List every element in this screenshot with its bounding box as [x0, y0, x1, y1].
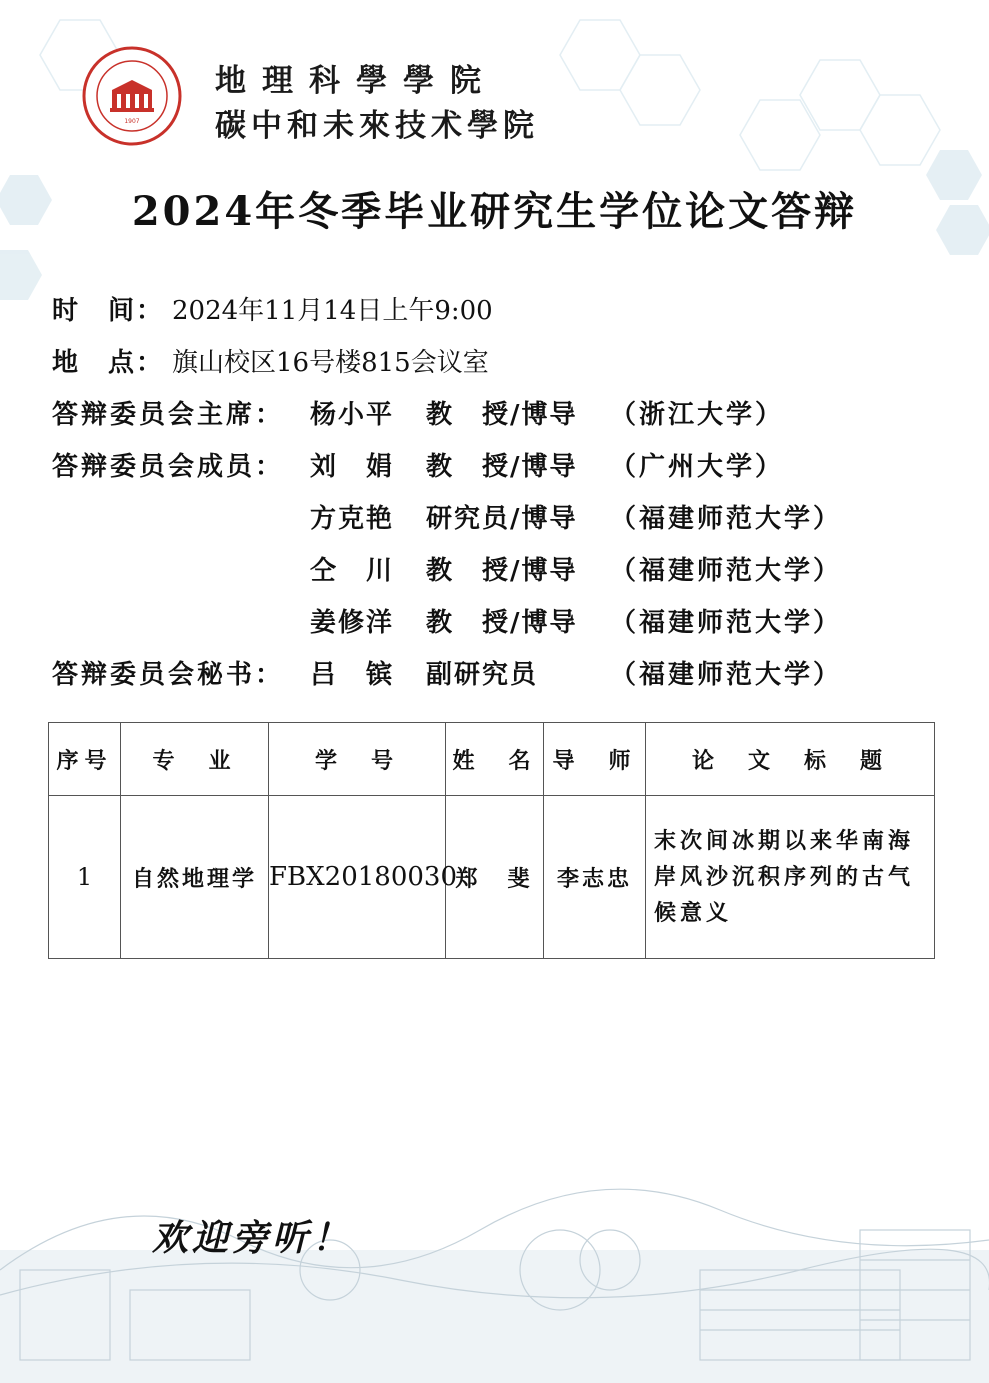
page-title: 2024年冬季毕业研究生学位论文答辩: [131, 188, 858, 235]
member-name: 姜修洋: [310, 608, 395, 638]
members-label: 答辩委员会成员：: [52, 452, 285, 482]
place-label: 地 点：: [52, 347, 165, 378]
table-header-row: [49, 723, 935, 796]
row-major: 自然地理学: [121, 796, 269, 959]
place-row: [52, 340, 489, 380]
member-title: 研究员/博导: [426, 504, 578, 534]
member-name: 刘 娟: [310, 452, 395, 482]
column-header-no: 序号: [49, 723, 121, 796]
column-header-thesis: 论 文 标 题: [646, 723, 935, 796]
secretary-name: 吕 镔: [310, 660, 395, 690]
chair-name: 杨小平: [310, 400, 395, 430]
row-student-id: FBX20180030: [269, 796, 446, 959]
secretary-title: 副研究员: [426, 660, 539, 690]
member-org: （福建师范大学）: [610, 504, 843, 534]
svg-text:1907: 1907: [124, 118, 140, 125]
row-number: 1: [49, 796, 121, 959]
member-org: （福建师范大学）: [610, 608, 843, 638]
row-thesis-title: 末次间冰期以来华南海岸风沙沉积序列的古气候意义: [646, 796, 935, 959]
secretary-org: （福建师范大学）: [610, 660, 843, 690]
member-name: 仝 川: [310, 556, 395, 586]
table-row: [49, 796, 935, 959]
column-header-advisor: 导 师: [544, 723, 646, 796]
column-header-major: 专 业: [121, 723, 269, 796]
campus-sketch-illustration: [0, 1120, 989, 1383]
member-title: 教 授/博导: [426, 608, 578, 638]
time-row: [52, 288, 493, 328]
column-header-student-id: 学 号: [269, 723, 446, 796]
member-title: 教 授/博导: [426, 556, 578, 586]
welcome-text: 欢迎旁听！: [152, 1217, 353, 1259]
column-header-name: 姓 名: [446, 723, 544, 796]
time-label: 时 间：: [52, 295, 165, 326]
defense-schedule-table: [48, 722, 935, 959]
university-seal-logo: [82, 46, 182, 146]
secretary-label: 答辩委员会秘书：: [52, 660, 285, 690]
chair-org: （浙江大学）: [610, 400, 785, 430]
chair-label: 答辩委员会主席：: [52, 400, 285, 430]
institute-name: 地理科學學院: [215, 63, 497, 99]
member-title: 教 授/博导: [426, 452, 578, 482]
member-org: （广州大学）: [610, 452, 785, 482]
member-name: 方克艳: [310, 504, 395, 534]
place-value: 旗山校区16号楼815会议室: [172, 347, 489, 378]
member-org: （福建师范大学）: [610, 556, 843, 586]
time-value: 2024年11月14日上午9:00: [172, 295, 493, 326]
row-advisor: 李志忠: [544, 796, 646, 959]
institute-subname: 碳中和未來技术學院: [215, 108, 539, 144]
chair-title: 教 授/博导: [426, 400, 578, 430]
row-student-name: 郑 斐: [446, 796, 544, 959]
